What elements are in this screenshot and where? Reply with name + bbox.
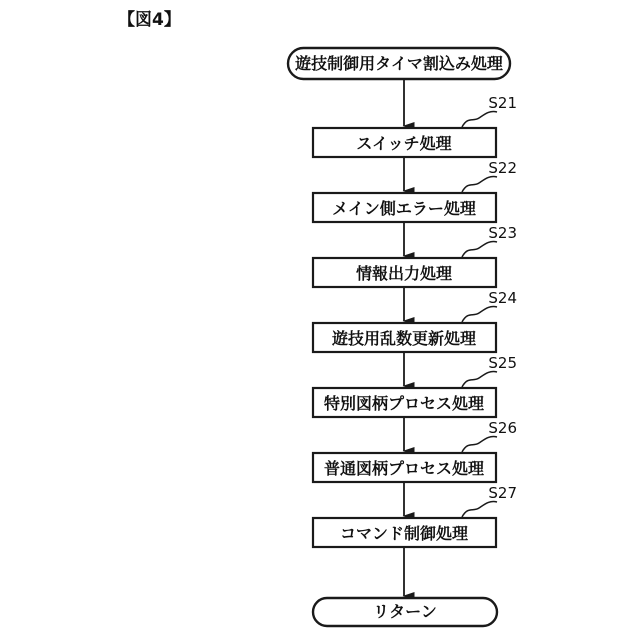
start-terminator-label: 遊技制御用タイマ割込み処理 bbox=[295, 54, 503, 73]
process-step-s26 bbox=[313, 419, 517, 482]
process-label: 遊技用乱数更新処理 bbox=[331, 329, 477, 348]
process-step-s24 bbox=[313, 289, 517, 352]
step-id-label: S23 bbox=[488, 224, 517, 242]
step-callout-squiggle bbox=[462, 111, 497, 127]
process-step-s21 bbox=[313, 94, 517, 157]
step-id-label: S27 bbox=[488, 484, 517, 502]
process-label: コマンド制御処理 bbox=[339, 524, 469, 543]
end-terminator-label: リターン bbox=[373, 602, 437, 621]
step-callout-squiggle bbox=[462, 306, 497, 322]
step-id-label: S24 bbox=[488, 289, 517, 307]
step-id-label: S21 bbox=[488, 94, 517, 112]
figure-title: 【図4】 bbox=[118, 10, 181, 30]
step-id-label: S26 bbox=[488, 419, 517, 437]
process-step-s27 bbox=[313, 484, 517, 547]
process-label: 普通図柄プロセス処理 bbox=[323, 459, 485, 478]
end-terminator bbox=[313, 598, 497, 626]
step-callout-squiggle bbox=[462, 436, 497, 452]
process-step-s23 bbox=[313, 224, 517, 287]
step-callout-squiggle bbox=[462, 176, 497, 192]
start-terminator bbox=[288, 48, 510, 79]
process-label: 情報出力処理 bbox=[355, 264, 453, 283]
process-step-s25 bbox=[313, 354, 517, 417]
process-label: メイン側エラー処理 bbox=[332, 199, 476, 218]
process-label: スイッチ処理 bbox=[356, 134, 452, 153]
step-id-label: S22 bbox=[488, 159, 517, 177]
step-id-label: S25 bbox=[488, 354, 517, 372]
step-callout-squiggle bbox=[462, 501, 497, 517]
process-label: 特別図柄プロセス処理 bbox=[323, 394, 485, 413]
step-callout-squiggle bbox=[462, 241, 497, 257]
process-step-s22 bbox=[313, 159, 517, 222]
step-callout-squiggle bbox=[462, 371, 497, 387]
